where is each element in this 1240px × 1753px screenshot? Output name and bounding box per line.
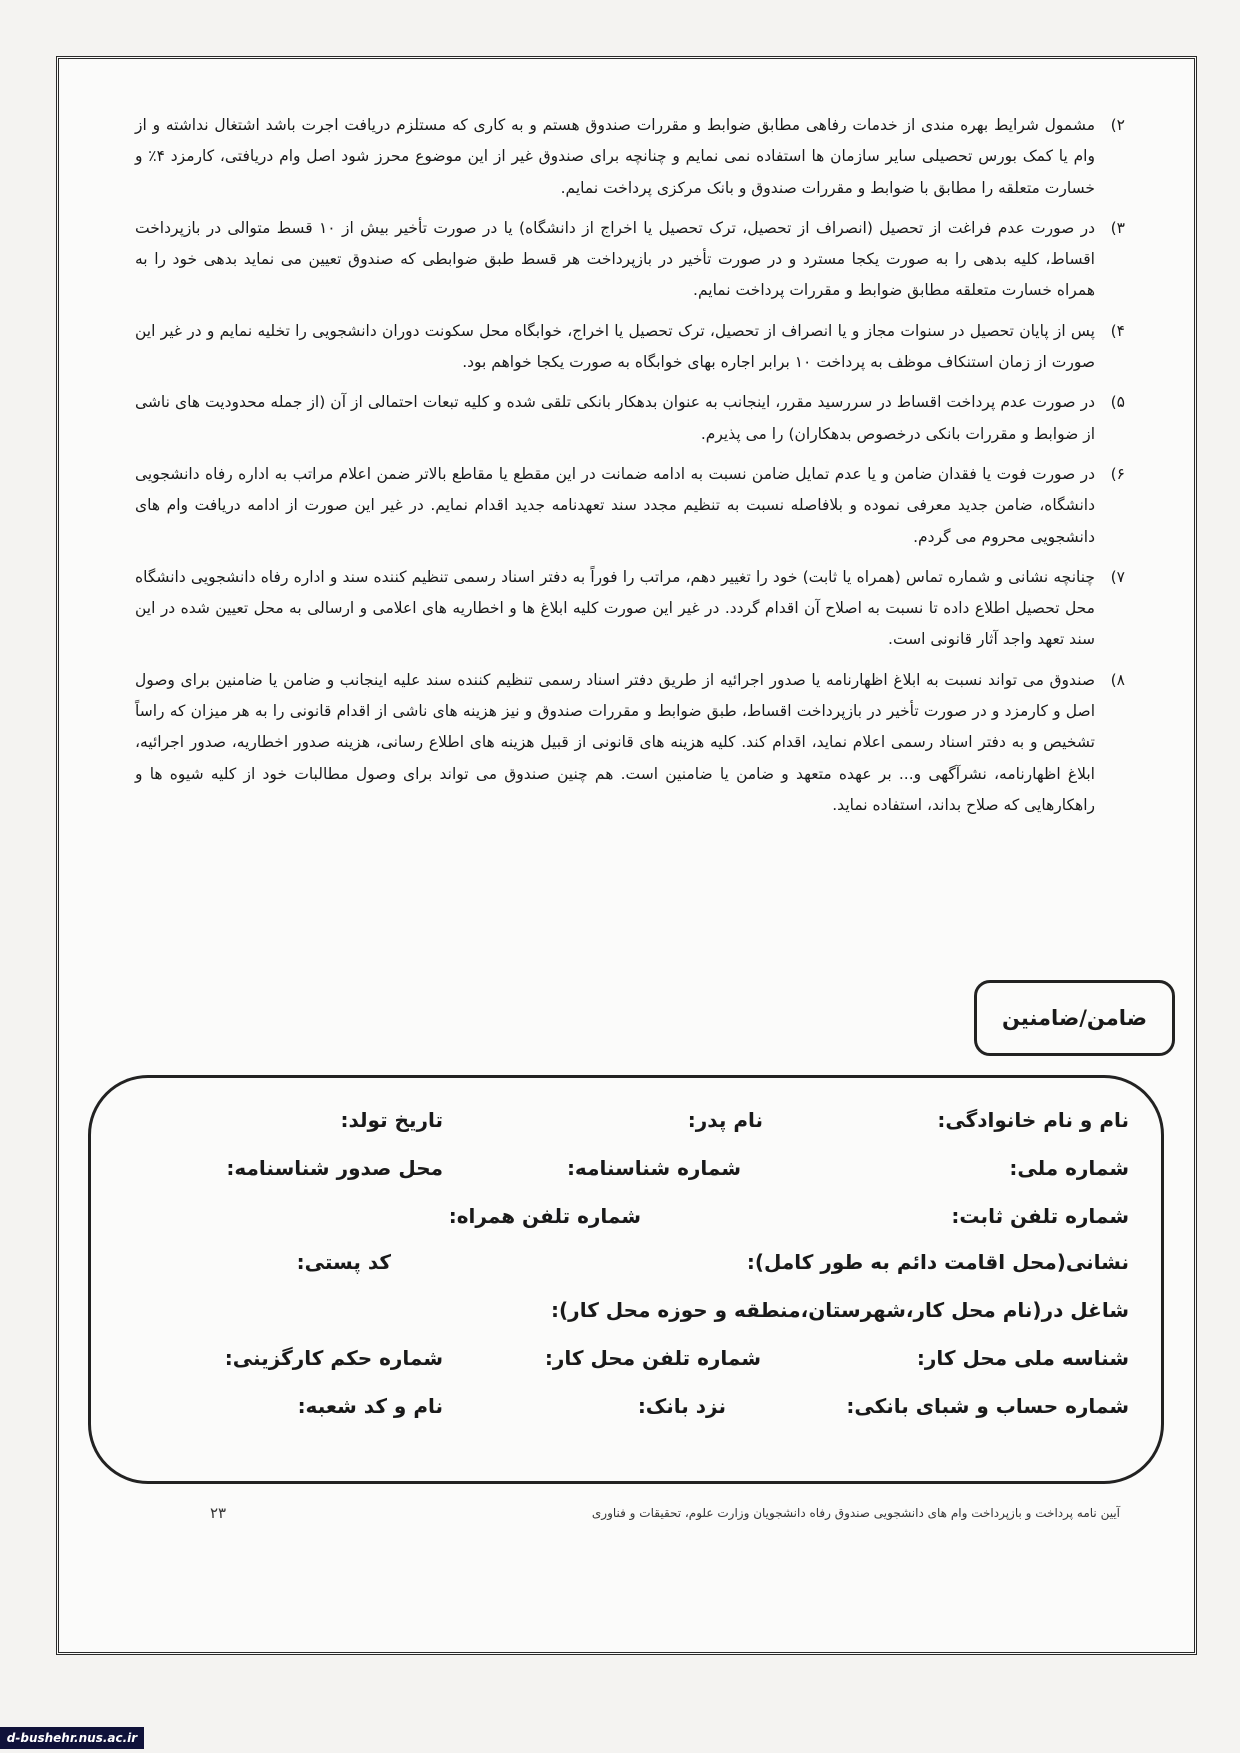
term-number: ۵) <box>1110 393 1125 412</box>
terms-list <box>135 110 1125 830</box>
branch-name-code-label: نام و کد شعبه: <box>297 1394 443 1418</box>
guarantor-form-box <box>88 1075 1164 1484</box>
full-name-label: نام و نام خانوادگی: <box>937 1108 1129 1132</box>
page-number: ۲۳ <box>210 1504 227 1522</box>
term-text: در صورت عدم فراغت از تحصیل (انصراف از تحصیل، ترک تحصیل یا اخراج از دانشگاه) یا در صورت تأخیر بیش از ۱۰ قسط متوالی در بازپرداخت اقساط، کلیه بدهی را به صورت یکجا مسترد و در صورت تأخیر در بازپرداخت هر قسط طبق ضوابطی که صندوق تعیین می نماید بدهی خود را به همراه خسارت متعلقه مطابق ضوابط و مقررات پرداخت نمایم. <box>135 218 1095 300</box>
account-sheba-label: شماره حساب و شبای بانکی: <box>846 1394 1129 1418</box>
national-id-label: شماره ملی: <box>1009 1156 1129 1180</box>
term-item <box>135 387 1125 450</box>
guarantor-heading: ضامن/ضامنین <box>974 980 1175 1056</box>
mobile-label: شماره تلفن همراه: <box>448 1204 641 1228</box>
id-issue-place-label: محل صدور شناسنامه: <box>226 1156 443 1180</box>
term-text: چنانچه نشانی و شماره تماس (همراه یا ثابت) خود را تغییر دهم، مراتب را فوراً به دفتر اسناد رسمی تنظیم کننده سند و اداره رفاه دانشجویی دانشگاه محل تحصیل اطلاع داده تا نسبت به اصلاح آن اقدام گردد. در غیر این صورت کلیه ابلاغ ها و اخطاریه های اعلامی و ارسالی به محل تعیین شده در این سند تعهد واجد آثار قانونی است. <box>135 567 1095 649</box>
term-item <box>135 213 1125 307</box>
term-number: ۸) <box>1110 670 1125 689</box>
term-item <box>135 665 1125 821</box>
term-item <box>135 459 1125 553</box>
address-label: نشانی(محل اقامت دائم به طور کامل): <box>746 1250 1129 1274</box>
term-number: ۷) <box>1110 567 1125 586</box>
footer-caption: آیین نامه پرداخت و بازپرداخت وام های دانشجویی صندوق رفاه دانشجویان وزارت علوم، تحقیقات و فناوری <box>591 1506 1120 1520</box>
site-watermark: d-bushehr.nus.ac.ir <box>0 1727 144 1749</box>
id-number-label: شماره شناسنامه: <box>566 1156 741 1180</box>
father-name-label: نام پدر: <box>687 1108 763 1132</box>
term-number: ۲) <box>1110 116 1125 134</box>
term-item <box>135 562 1125 656</box>
landline-label: شماره تلفن ثابت: <box>951 1204 1129 1228</box>
workplace-phone-label: شماره تلفن محل کار: <box>544 1346 761 1370</box>
term-text: پس از پایان تحصیل در سنوات مجاز و یا انصراف از تحصیل، ترک تحصیل یا اخراج، خوابگاه محل سکونت دوران دانشجویی را تخلیه نمایم و در غیر این صورت از زمان استنکاف موظف به پرداخت ۱۰ برابر اجاره بهای خوابگاه به صورت یکجا خواهم بود. <box>135 321 1095 372</box>
term-text: مشمول شرایط بهره مندی از خدمات رفاهی مطابق ضوابط و مقررات صندوق هستم و به کاری که مستلزم دریافت اجرت باشد اشتغال نداشته و از وام یا کمک بورس تحصیلی سایر سازمان ها استفاده نمی نمایم و چنانچه برای صندوق غیر از این موضوع محرز شود اصل وام دریافتی، کارمزد ۴٪ و خسارت متعلقه را مطابق با ضوابط و مقررات صندوق و بانک مرکزی پرداخت نمایم. <box>135 116 1095 197</box>
employment-order-number-label: شماره حکم کارگزینی: <box>224 1346 443 1370</box>
term-item <box>135 316 1125 379</box>
term-item <box>135 110 1125 204</box>
term-text: در صورت فوت یا فقدان ضامن و یا عدم تمایل ضامن نسبت به ادامه ضمانت در این مقطع یا مقاطع بالاتر ضمن اعلام مراتب به اداره رفاه دانشجویی دانشگاه، ضامن جدید معرفی نموده و بلافاصله نسبت به تنظیم مجدد سند تعهدنامه جدید اقدام نمایم. در غیر این صورت از ادامه دریافت وام های دانشجویی محروم می گردم. <box>135 464 1095 546</box>
term-text: در صورت عدم پرداخت اقساط در سررسید مقرر، اینجانب به عنوان بدهکار بانکی تلقی شده و کلیه تبعات احتمالی از آن (از جمله محدودیت های ناشی از ضوابط و مقررات بانکی درخصوص بدهکاران) را می پذیرم. <box>135 393 1095 443</box>
term-number: ۶) <box>1110 464 1125 483</box>
birth-date-label: تاریخ تولد: <box>340 1108 443 1132</box>
bank-label: نزد بانک: <box>637 1394 726 1418</box>
workplace-label: شاغل در(نام محل کار،شهرستان،منطقه و حوزه محل کار): <box>551 1298 1129 1322</box>
term-text: صندوق می تواند نسبت به ابلاغ اظهارنامه یا صدور اجرائیه از طریق دفتر اسناد رسمی تنظیم کننده سند علیه اینجانب و ضامن یا ضامنین برای وصول اصل و کارمزد و در صورت تأخیر در بازپرداخت اقساط، طبق ضوابط و مقررات صندوق و نیز هزینه های ناشی از اقدام قانونی را به هر میزان که راساً تشخیص و به دفتر اسناد رسمی اعلام نماید، اقدام کند. کلیه هزینه های قانونی از قبیل هزینه های اطلاع رسانی، هزینه صدور اخطاریه، صدور اجرائیه، ابلاغ اظهارنامه، نشرآگهی و... بر عهده متعهد و ضامن یا ضامنین است. هم چنین صندوق می تواند برای وصول مطالبات خود از کلیه شیوه ها و راهکارهایی که صلاح بداند، استفاده نماید. <box>135 670 1095 814</box>
term-number: ۳) <box>1110 218 1125 237</box>
term-number: ۴) <box>1110 321 1125 340</box>
workplace-national-id-label: شناسه ملی محل کار: <box>916 1346 1129 1370</box>
postal-code-label: کد پستی: <box>296 1250 391 1274</box>
